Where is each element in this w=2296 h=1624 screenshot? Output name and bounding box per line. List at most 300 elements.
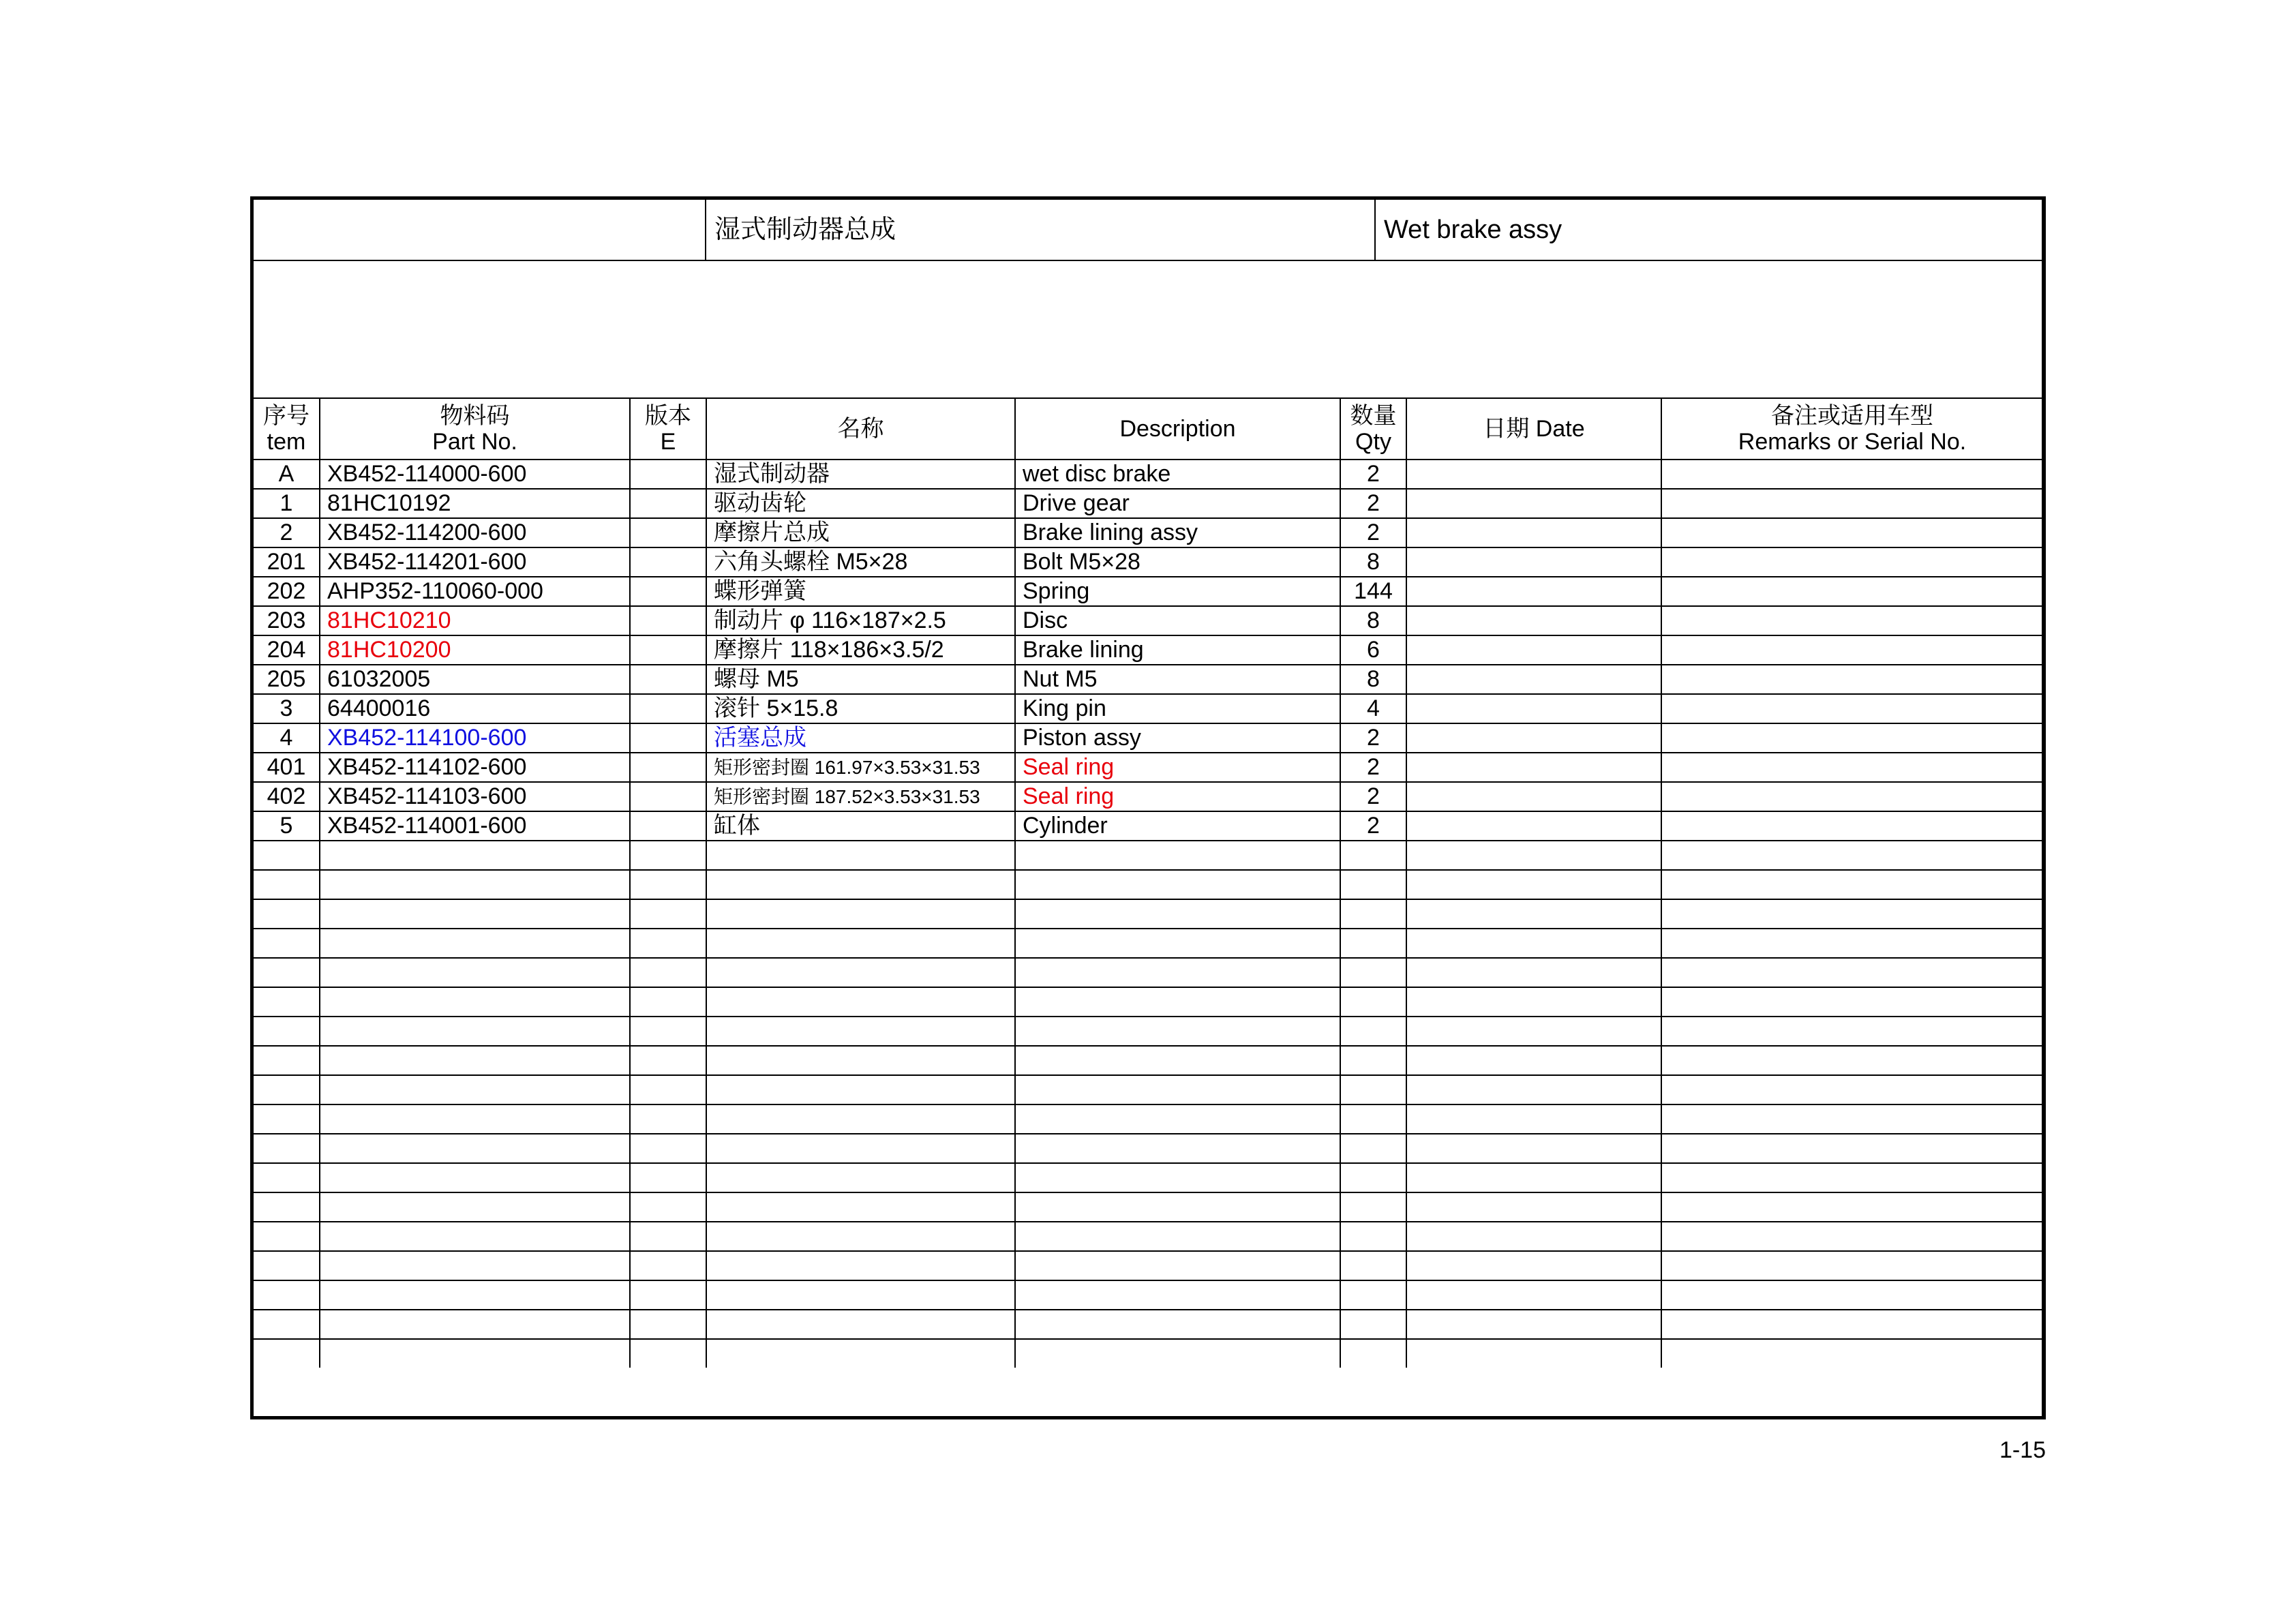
header-qty-en: Qty [1355, 429, 1391, 455]
header-item [254, 399, 320, 460]
empty-cell [1340, 1339, 1406, 1368]
empty-cell [630, 1280, 706, 1310]
empty-cell [254, 899, 320, 929]
empty-cell [254, 1017, 320, 1046]
empty-cell [320, 841, 630, 870]
empty-cell [1340, 1104, 1406, 1134]
description-cell: Nut M5 [1015, 665, 1340, 694]
empty-cell [706, 899, 1015, 929]
part-no-cell: XB452-114000-600 [320, 460, 630, 489]
item-cell: 201 [254, 547, 320, 577]
empty-cell [1661, 1251, 2042, 1280]
empty-cell [320, 1222, 630, 1251]
part-no-cell: XB452-114001-600 [320, 811, 630, 841]
empty-row [254, 958, 2042, 987]
empty-cell [1015, 870, 1340, 899]
empty-cell [1406, 1280, 1661, 1310]
table-row [254, 577, 2042, 606]
date-cell [1406, 694, 1661, 723]
header-part-no-en: Part No. [432, 429, 517, 455]
item-cell: A [254, 460, 320, 489]
description-cell: Bolt M5×28 [1015, 547, 1340, 577]
empty-cell [1340, 1192, 1406, 1222]
empty-cell [254, 1046, 320, 1075]
empty-cell [254, 1192, 320, 1222]
name-zh-cell: 缸体 [706, 811, 1015, 841]
empty-cell [706, 1017, 1015, 1046]
description-cell: Brake lining assy [1015, 518, 1340, 547]
empty-cell [630, 841, 706, 870]
empty-cell [1406, 1134, 1661, 1163]
empty-row [254, 1222, 2042, 1251]
table-row [254, 753, 2042, 782]
empty-cell [320, 1046, 630, 1075]
empty-cell [320, 1339, 630, 1368]
description-cell: Piston assy [1015, 723, 1340, 753]
date-cell [1406, 518, 1661, 547]
empty-cell [706, 987, 1015, 1017]
name-zh-cell: 驱动齿轮 [706, 489, 1015, 518]
empty-row [254, 1251, 2042, 1280]
date-cell [1406, 547, 1661, 577]
table-row [254, 518, 2042, 547]
empty-cell [1340, 987, 1406, 1017]
empty-cell [630, 958, 706, 987]
empty-row [254, 987, 2042, 1017]
empty-cell [706, 958, 1015, 987]
empty-cell [1340, 1222, 1406, 1251]
empty-cell [320, 1280, 630, 1310]
date-cell [1406, 811, 1661, 841]
table-row [254, 606, 2042, 635]
name-zh-cell: 六角头螺栓 M5×28 [706, 547, 1015, 577]
empty-row [254, 1339, 2042, 1368]
version-cell [630, 547, 706, 577]
empty-cell [254, 987, 320, 1017]
item-cell: 204 [254, 635, 320, 665]
empty-cell [706, 1163, 1015, 1192]
empty-row [254, 1046, 2042, 1075]
empty-cell [320, 1192, 630, 1222]
remarks-cell [1661, 723, 2042, 753]
empty-cell [1406, 987, 1661, 1017]
empty-cell [630, 929, 706, 958]
empty-cell [630, 1075, 706, 1104]
header-part-no [320, 399, 630, 460]
description-cell: Disc [1015, 606, 1340, 635]
empty-cell [320, 870, 630, 899]
remarks-cell [1661, 782, 2042, 811]
name-zh-cell: 螺母 M5 [706, 665, 1015, 694]
empty-cell [320, 1134, 630, 1163]
empty-cell [1015, 1310, 1340, 1339]
empty-row [254, 1017, 2042, 1046]
part-no-cell: XB452-114100-600 [320, 723, 630, 753]
empty-cell [1340, 899, 1406, 929]
empty-cell [1340, 1280, 1406, 1310]
empty-cell [1661, 1280, 2042, 1310]
empty-row [254, 1192, 2042, 1222]
empty-cell [1015, 1075, 1340, 1104]
empty-cell [1406, 929, 1661, 958]
empty-cell [630, 1104, 706, 1134]
remarks-cell [1661, 635, 2042, 665]
empty-cell [630, 1251, 706, 1280]
empty-cell [1661, 1017, 2042, 1046]
empty-cell [1406, 1075, 1661, 1104]
empty-cell [1661, 1163, 2042, 1192]
empty-cell [254, 1280, 320, 1310]
empty-cell [1661, 1075, 2042, 1104]
empty-cell [706, 929, 1015, 958]
empty-cell [1406, 1017, 1661, 1046]
item-cell: 402 [254, 782, 320, 811]
date-cell [1406, 665, 1661, 694]
empty-cell [1340, 1310, 1406, 1339]
empty-cell [254, 1339, 320, 1368]
qty-cell: 2 [1340, 460, 1406, 489]
empty-cell [630, 1339, 706, 1368]
empty-cell [1340, 929, 1406, 958]
parts-list-sheet [250, 196, 2046, 1419]
empty-cell [1015, 1017, 1340, 1046]
empty-cell [254, 1222, 320, 1251]
empty-cell [630, 1017, 706, 1046]
part-no-cell: XB452-114102-600 [320, 753, 630, 782]
header-date: 日期 Date [1406, 399, 1661, 460]
remarks-cell [1661, 606, 2042, 635]
empty-cell [1406, 1046, 1661, 1075]
date-cell [1406, 577, 1661, 606]
name-zh-cell: 湿式制动器 [706, 460, 1015, 489]
empty-cell [1015, 1163, 1340, 1192]
name-zh-cell: 滚针 5×15.8 [706, 694, 1015, 723]
description-cell: Brake lining [1015, 635, 1340, 665]
qty-cell: 8 [1340, 606, 1406, 635]
header-part-no-zh: 物料码 [440, 403, 510, 429]
empty-cell [254, 1075, 320, 1104]
description-cell: Cylinder [1015, 811, 1340, 841]
title-blank-cell [254, 200, 706, 260]
name-zh-cell: 摩擦片 118×186×3.5/2 [706, 635, 1015, 665]
empty-cell [630, 870, 706, 899]
header-remarks-en: Remarks or Serial No. [1738, 429, 1967, 455]
description-cell: Spring [1015, 577, 1340, 606]
qty-cell: 2 [1340, 518, 1406, 547]
version-cell [630, 694, 706, 723]
part-no-cell: XB452-114200-600 [320, 518, 630, 547]
empty-cell [1406, 899, 1661, 929]
empty-cell [1661, 1134, 2042, 1163]
empty-cell [254, 1163, 320, 1192]
empty-row [254, 870, 2042, 899]
empty-cell [1406, 1163, 1661, 1192]
empty-cell [320, 1163, 630, 1192]
empty-cell [1661, 987, 2042, 1017]
empty-cell [706, 1192, 1015, 1222]
table-row [254, 547, 2042, 577]
empty-cell [320, 958, 630, 987]
empty-row [254, 1280, 2042, 1310]
empty-cell [1015, 1251, 1340, 1280]
version-cell [630, 635, 706, 665]
empty-cell [1661, 899, 2042, 929]
empty-cell [1340, 1046, 1406, 1075]
version-cell [630, 577, 706, 606]
remarks-cell [1661, 694, 2042, 723]
empty-cell [254, 1310, 320, 1339]
remarks-cell [1661, 811, 2042, 841]
empty-cell [1406, 1310, 1661, 1339]
empty-cell [706, 841, 1015, 870]
name-zh-cell: 摩擦片总成 [706, 518, 1015, 547]
qty-cell: 2 [1340, 723, 1406, 753]
empty-cell [1015, 899, 1340, 929]
date-cell [1406, 782, 1661, 811]
empty-cell [1406, 841, 1661, 870]
empty-cell [1340, 1017, 1406, 1046]
empty-cell [706, 870, 1015, 899]
empty-row [254, 1075, 2042, 1104]
item-cell: 203 [254, 606, 320, 635]
item-cell: 3 [254, 694, 320, 723]
remarks-cell [1661, 489, 2042, 518]
header-qty-zh: 数量 [1350, 403, 1397, 429]
empty-cell [1406, 958, 1661, 987]
empty-cell [630, 1046, 706, 1075]
header-item-zh: 序号 [263, 403, 309, 429]
remarks-cell [1661, 518, 2042, 547]
empty-cell [1340, 870, 1406, 899]
description-cell: Drive gear [1015, 489, 1340, 518]
empty-cell [1015, 1222, 1340, 1251]
empty-cell [630, 987, 706, 1017]
empty-cell [254, 1134, 320, 1163]
empty-cell [1015, 1339, 1340, 1368]
empty-cell [1406, 1251, 1661, 1280]
empty-cell [1340, 1134, 1406, 1163]
empty-cell [1015, 1134, 1340, 1163]
empty-cell [630, 1222, 706, 1251]
part-no-cell: 81HC10200 [320, 635, 630, 665]
empty-row [254, 1163, 2042, 1192]
version-cell [630, 606, 706, 635]
empty-cell [1015, 987, 1340, 1017]
part-no-cell: 61032005 [320, 665, 630, 694]
empty-cell [1661, 1046, 2042, 1075]
empty-cell [706, 1075, 1015, 1104]
header-version [630, 399, 706, 460]
qty-cell: 2 [1340, 489, 1406, 518]
empty-cell [706, 1339, 1015, 1368]
header-row [254, 399, 2042, 460]
table-row [254, 489, 2042, 518]
part-no-cell: AHP352-110060-000 [320, 577, 630, 606]
version-cell [630, 518, 706, 547]
table-row [254, 694, 2042, 723]
empty-cell [1340, 958, 1406, 987]
empty-cell [254, 1251, 320, 1280]
empty-cell [320, 1017, 630, 1046]
empty-cell [706, 1222, 1015, 1251]
empty-cell [1015, 1280, 1340, 1310]
empty-cell [630, 1310, 706, 1339]
version-cell [630, 782, 706, 811]
name-zh-cell: 蝶形弹簧 [706, 577, 1015, 606]
remarks-cell [1661, 460, 2042, 489]
empty-cell [1661, 1310, 2042, 1339]
qty-cell: 2 [1340, 811, 1406, 841]
table-row [254, 635, 2042, 665]
empty-cell [320, 1075, 630, 1104]
version-cell [630, 811, 706, 841]
empty-cell [630, 1192, 706, 1222]
item-cell: 5 [254, 811, 320, 841]
empty-cell [1015, 1104, 1340, 1134]
remarks-cell [1661, 753, 2042, 782]
empty-cell [1661, 1104, 2042, 1134]
date-cell [1406, 723, 1661, 753]
item-cell: 401 [254, 753, 320, 782]
table-row [254, 723, 2042, 753]
part-no-cell: XB452-114103-600 [320, 782, 630, 811]
empty-cell [1661, 1339, 2042, 1368]
header-qty [1340, 399, 1406, 460]
empty-cell [254, 958, 320, 987]
empty-cell [1661, 870, 2042, 899]
empty-cell [1015, 958, 1340, 987]
description-cell: King pin [1015, 694, 1340, 723]
name-zh-cell: 活塞总成 [706, 723, 1015, 753]
empty-row [254, 1134, 2042, 1163]
description-cell: Seal ring [1015, 782, 1340, 811]
empty-cell [706, 1251, 1015, 1280]
empty-cell [706, 1046, 1015, 1075]
empty-cell [1661, 1222, 2042, 1251]
header-description: Description [1015, 399, 1340, 460]
empty-cell [320, 929, 630, 958]
qty-cell: 2 [1340, 753, 1406, 782]
part-no-cell: 64400016 [320, 694, 630, 723]
header-item-en: tem [267, 429, 306, 455]
empty-cell [1015, 841, 1340, 870]
empty-cell [320, 899, 630, 929]
empty-cell [320, 987, 630, 1017]
remarks-cell [1661, 665, 2042, 694]
empty-cell [320, 1251, 630, 1280]
date-cell [1406, 635, 1661, 665]
qty-cell: 8 [1340, 547, 1406, 577]
qty-cell: 144 [1340, 577, 1406, 606]
description-cell: wet disc brake [1015, 460, 1340, 489]
part-no-cell: XB452-114201-600 [320, 547, 630, 577]
empty-row [254, 841, 2042, 870]
empty-cell [706, 1280, 1015, 1310]
empty-cell [320, 1104, 630, 1134]
version-cell [630, 665, 706, 694]
item-cell: 202 [254, 577, 320, 606]
empty-cell [630, 1163, 706, 1192]
date-cell [1406, 489, 1661, 518]
version-cell [630, 723, 706, 753]
table-row [254, 460, 2042, 489]
item-cell: 4 [254, 723, 320, 753]
name-zh-cell: 制动片 φ 116×187×2.5 [706, 606, 1015, 635]
name-zh-cell: 矩形密封圈 187.52×3.53×31.53 [706, 782, 1015, 811]
version-cell [630, 753, 706, 782]
empty-row [254, 929, 2042, 958]
header-remarks [1661, 399, 2042, 460]
empty-cell [706, 1310, 1015, 1339]
title-en: Wet brake assy [1384, 215, 1562, 244]
version-cell [630, 460, 706, 489]
item-cell: 1 [254, 489, 320, 518]
header-version-zh: 版本 [645, 403, 691, 429]
table-row [254, 665, 2042, 694]
remarks-cell [1661, 577, 2042, 606]
header-version-en: E [660, 429, 676, 455]
part-no-cell: 81HC10192 [320, 489, 630, 518]
empty-cell [254, 870, 320, 899]
empty-row [254, 1104, 2042, 1134]
parts-table [254, 399, 2042, 1368]
empty-cell [254, 841, 320, 870]
qty-cell: 2 [1340, 782, 1406, 811]
empty-cell [1406, 1222, 1661, 1251]
qty-cell: 8 [1340, 665, 1406, 694]
empty-cell [1661, 929, 2042, 958]
remarks-cell [1661, 547, 2042, 577]
date-cell [1406, 606, 1661, 635]
empty-cell [1015, 929, 1340, 958]
empty-cell [1661, 958, 2042, 987]
empty-cell [1406, 870, 1661, 899]
qty-cell: 4 [1340, 694, 1406, 723]
empty-cell [706, 1104, 1015, 1134]
empty-cell [1015, 1192, 1340, 1222]
empty-cell [320, 1310, 630, 1339]
empty-cell [706, 1134, 1015, 1163]
empty-cell [630, 899, 706, 929]
empty-cell [1015, 1046, 1340, 1075]
name-zh-cell: 矩形密封圈 161.97×3.53×31.53 [706, 753, 1015, 782]
empty-cell [1340, 841, 1406, 870]
empty-cell [254, 1104, 320, 1134]
empty-cell [1340, 1163, 1406, 1192]
title-zh: 湿式制动器总成 [706, 200, 1376, 260]
version-cell [630, 489, 706, 518]
item-cell: 205 [254, 665, 320, 694]
date-cell [1406, 753, 1661, 782]
description-cell: Seal ring [1015, 753, 1340, 782]
empty-row [254, 899, 2042, 929]
table-row [254, 782, 2042, 811]
table-row [254, 811, 2042, 841]
title-row [254, 200, 2042, 261]
empty-cell [1406, 1339, 1661, 1368]
empty-cell [254, 929, 320, 958]
header-name-zh: 名称 [706, 399, 1015, 460]
part-no-cell: 81HC10210 [320, 606, 630, 635]
empty-cell [630, 1134, 706, 1163]
illustration-area [254, 261, 2042, 399]
empty-cell [1406, 1104, 1661, 1134]
date-cell [1406, 460, 1661, 489]
page-number: 1-15 [1999, 1437, 2046, 1463]
empty-cell [1406, 1192, 1661, 1222]
empty-row [254, 1310, 2042, 1339]
empty-cell [1661, 1192, 2042, 1222]
